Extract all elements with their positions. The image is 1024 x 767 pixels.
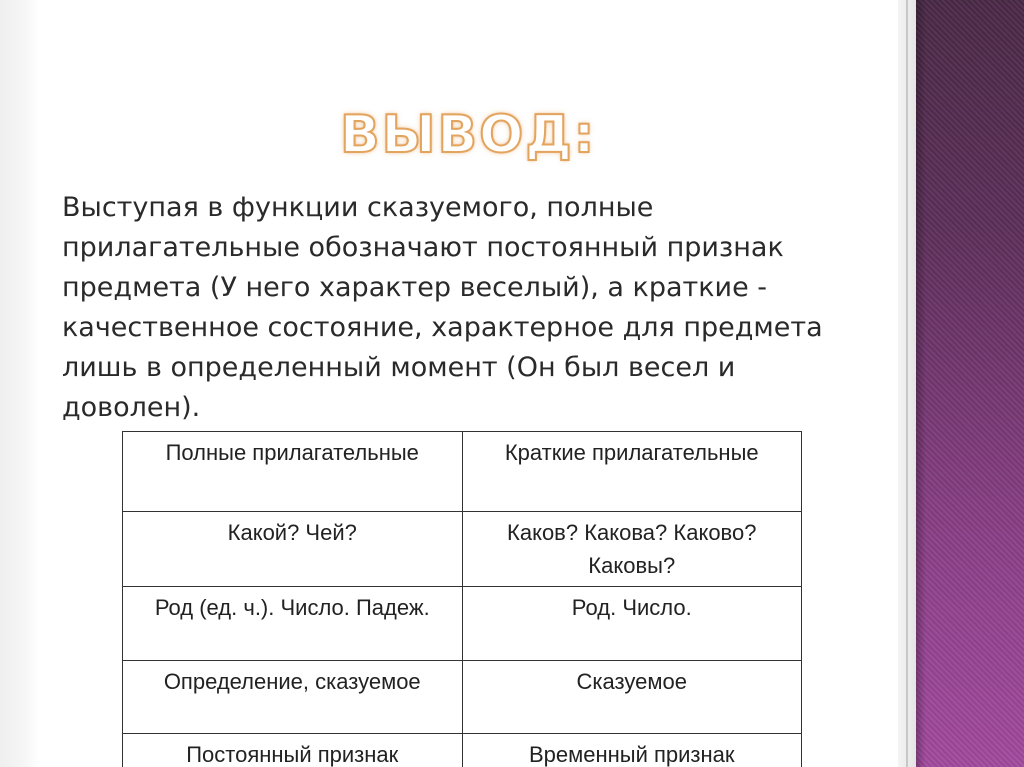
table-cell: Временный признак [462,734,802,767]
table-cell: Постоянный признак [123,734,463,767]
table-cell: Какой? Чей? [123,512,463,587]
table-cell: Каков? Какова? Каково? Каковы? [462,512,802,587]
table-cell: Род. Число. [462,587,802,661]
side-strip-line [906,0,908,767]
table-row [123,734,802,767]
table-row [123,512,802,587]
table-cell: Сказуемое [462,661,802,734]
table-cell: Определение, сказуемое [123,661,463,734]
table-row [123,587,802,661]
table-header-cell: Полные прилагательные [123,432,463,512]
side-strip [898,0,916,767]
left-margin-shade [0,0,40,767]
slide-title: ВЫВОД: [340,105,597,165]
conclusion-paragraph: Выступая в функции сказуемого, полные прилагательные обозначают постоянный признак предмета (У него характер веселый), а краткие - качественное состояние, характерное для предмета лишь в определенный момент (Он был весел и доволен). [62,192,823,423]
purple-side-panel [916,0,1024,767]
comparison-table [122,431,802,767]
purple-panel-shade [916,0,926,767]
table-header-cell: Краткие прилагательные [462,432,802,512]
table-cell: Род (ед. ч.). Число. Падеж. [123,587,463,661]
table-row [123,661,802,734]
table-header-row [123,432,802,512]
